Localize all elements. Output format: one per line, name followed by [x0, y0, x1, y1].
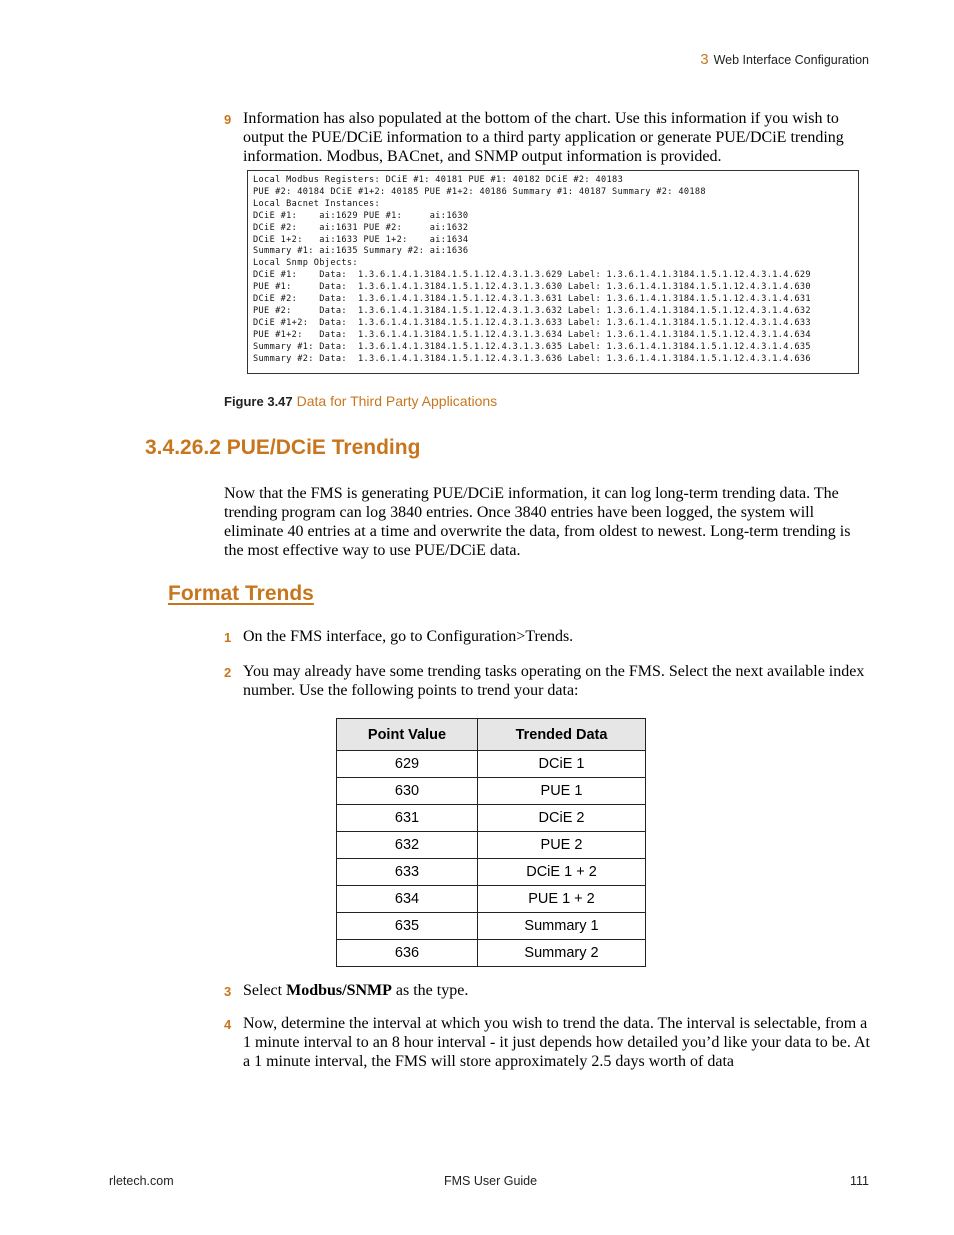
code-line: PUE #2: Data: 1.3.6.1.4.1.3184.1.5.1.12.4.3.1.3.632 Label: 1.3.6.1.4.1.3184.1.5.1.12.4.3.1.4.632 — [253, 305, 811, 316]
table-row — [337, 805, 646, 832]
trended-data-cell: Summary 2 — [478, 940, 646, 967]
code-lines — [253, 175, 853, 366]
point-value-cell: 635 — [337, 913, 478, 940]
step-1 — [224, 627, 870, 646]
page-header — [700, 51, 869, 68]
code-line: Summary #1: Data: 1.3.6.1.4.1.3184.1.5.1.12.4.3.1.3.635 Label: 1.3.6.1.4.1.3184.1.5.1.12.4.3.1.4.635 — [253, 341, 811, 352]
point-value-cell: 629 — [337, 751, 478, 778]
step-text: Now, determine the interval at which you wish to trend the data. The interval is selectable, from a 1 minute interval to an 8 hour interval - it just depends how detailed you’d like your data to be. At a 1 minute interval, the FMS will store approximately 2.5 days worth of data — [243, 1015, 870, 1070]
code-line: Local Snmp Objects: — [253, 258, 358, 269]
footer-website: rletech.com — [109, 1174, 174, 1188]
step-number: 2 — [224, 665, 232, 680]
point-value-cell: 636 — [337, 940, 478, 967]
trended-data-cell: Summary 1 — [478, 913, 646, 940]
step-number: 4 — [224, 1017, 232, 1032]
step-text: You may already have some trending tasks operating on the FMS. Select the next available index number. Use the following points to trend your data: — [243, 663, 865, 699]
trend-points-table — [336, 718, 646, 967]
column-header: Point Value — [337, 719, 478, 751]
step-number: 3 — [224, 984, 232, 999]
subsection-heading: Format Trends — [168, 582, 314, 605]
code-line: PUE #2: 40184 DCiE #1+2: 40185 PUE #1+2: 40186 Summary #1: 40187 Summary #2: 40188 — [253, 186, 706, 197]
step-text-pre: Select — [243, 982, 287, 999]
section-heading: 3.4.26.2 PUE/DCiE Trending — [145, 436, 421, 459]
third-party-data-output — [247, 170, 859, 374]
code-line: DCiE #1: Data: 1.3.6.1.4.1.3184.1.5.1.12.4.3.1.3.629 Label: 1.3.6.1.4.1.3184.1.5.1.12.4.3.1.4.629 — [253, 270, 811, 281]
code-line: DCiE 1+2: ai:1633 PUE 1+2: ai:1634 — [253, 234, 469, 245]
trended-data-cell: DCiE 2 — [478, 805, 646, 832]
step-number: 9 — [224, 112, 232, 127]
trended-data-cell: DCiE 1 + 2 — [478, 859, 646, 886]
step-number: 1 — [224, 630, 232, 645]
point-value-cell: 630 — [337, 778, 478, 805]
type-name: Modbus/SNMP — [286, 982, 392, 999]
step-4 — [224, 1014, 870, 1071]
column-header: Trended Data — [478, 719, 646, 751]
table-row — [337, 778, 646, 805]
code-line: DCiE #1: ai:1629 PUE #1: ai:1630 — [253, 210, 469, 221]
table-row — [337, 913, 646, 940]
table-row — [337, 859, 646, 886]
point-value-cell: 634 — [337, 886, 478, 913]
code-line: DCiE #2: ai:1631 PUE #2: ai:1632 — [253, 222, 469, 233]
table-row — [337, 940, 646, 967]
figure-title: Data for Third Party Applications — [296, 393, 498, 409]
code-line: Local Modbus Registers: DCiE #1: 40181 PUE #1: 40182 DCiE #2: 40183 — [253, 175, 624, 185]
step-9 — [224, 109, 870, 166]
table-row — [337, 751, 646, 778]
code-line: Summary #1: ai:1635 Summary #2: ai:1636 — [253, 246, 469, 257]
table-header-row — [337, 719, 646, 751]
point-value-cell: 632 — [337, 832, 478, 859]
point-value-cell: 631 — [337, 805, 478, 832]
code-line: DCiE #1+2: Data: 1.3.6.1.4.1.3184.1.5.1.12.4.3.1.3.633 Label: 1.3.6.1.4.1.3184.1.5.1.12.4.3.1.4.633 — [253, 317, 811, 328]
table-row — [337, 886, 646, 913]
step-text-post: as the type. — [391, 982, 469, 999]
code-line: DCiE #2: Data: 1.3.6.1.4.1.3184.1.5.1.12.4.3.1.3.631 Label: 1.3.6.1.4.1.3184.1.5.1.12.4.3.1.4.631 — [253, 294, 811, 305]
step-2 — [224, 662, 870, 700]
footer-guide-title: FMS User Guide — [444, 1174, 538, 1188]
point-value-cell: 633 — [337, 859, 478, 886]
trended-data-cell: DCiE 1 — [478, 751, 646, 778]
footer-page-number: 111 — [849, 1174, 869, 1188]
trended-data-cell: PUE 1 — [478, 778, 646, 805]
step-text: Information has also populated at the bottom of the chart. Use this information if you wish to output the PUE/DCiE information to a third party application or generate PUE/DCiE trending information. Modbus, BACnet, and SNMP output information is provided. — [243, 110, 844, 165]
figure-label: Figure 3.47 — [224, 394, 293, 409]
code-line: PUE #1: Data: 1.3.6.1.4.1.3184.1.5.1.12.4.3.1.3.630 Label: 1.3.6.1.4.1.3184.1.5.1.12.4.3.1.4.630 — [253, 282, 811, 293]
step-text — [243, 981, 870, 1000]
step-text: On the FMS interface, go to Configuration>Trends. — [243, 628, 574, 645]
trended-data-cell: PUE 1 + 2 — [478, 886, 646, 913]
chapter-title: Web Interface Configuration — [713, 53, 869, 67]
figure-caption — [224, 393, 497, 409]
code-line: Summary #2: Data: 1.3.6.1.4.1.3184.1.5.1.12.4.3.1.3.636 Label: 1.3.6.1.4.1.3184.1.5.1.12.4.3.1.4.636 — [253, 353, 811, 364]
table-row — [337, 832, 646, 859]
step-3 — [224, 981, 870, 1000]
code-line: Local Bacnet Instances: — [253, 198, 381, 209]
chapter-number: 3 — [700, 51, 709, 68]
section-body: Now that the FMS is generating PUE/DCiE information, it can log long-term trending data. The trending program can log 3840 entries. Once 3840 entries have been logged, the system will eliminate 40 entries at a time and overwrite the data, from oldest to newest. Long-term trending is the most effective way to use PUE/DCiE data. — [224, 485, 851, 559]
code-line: PUE #1+2: Data: 1.3.6.1.4.1.3184.1.5.1.12.4.3.1.3.634 Label: 1.3.6.1.4.1.3184.1.5.1.12.4.3.1.4.634 — [253, 329, 811, 340]
trended-data-cell: PUE 2 — [478, 832, 646, 859]
